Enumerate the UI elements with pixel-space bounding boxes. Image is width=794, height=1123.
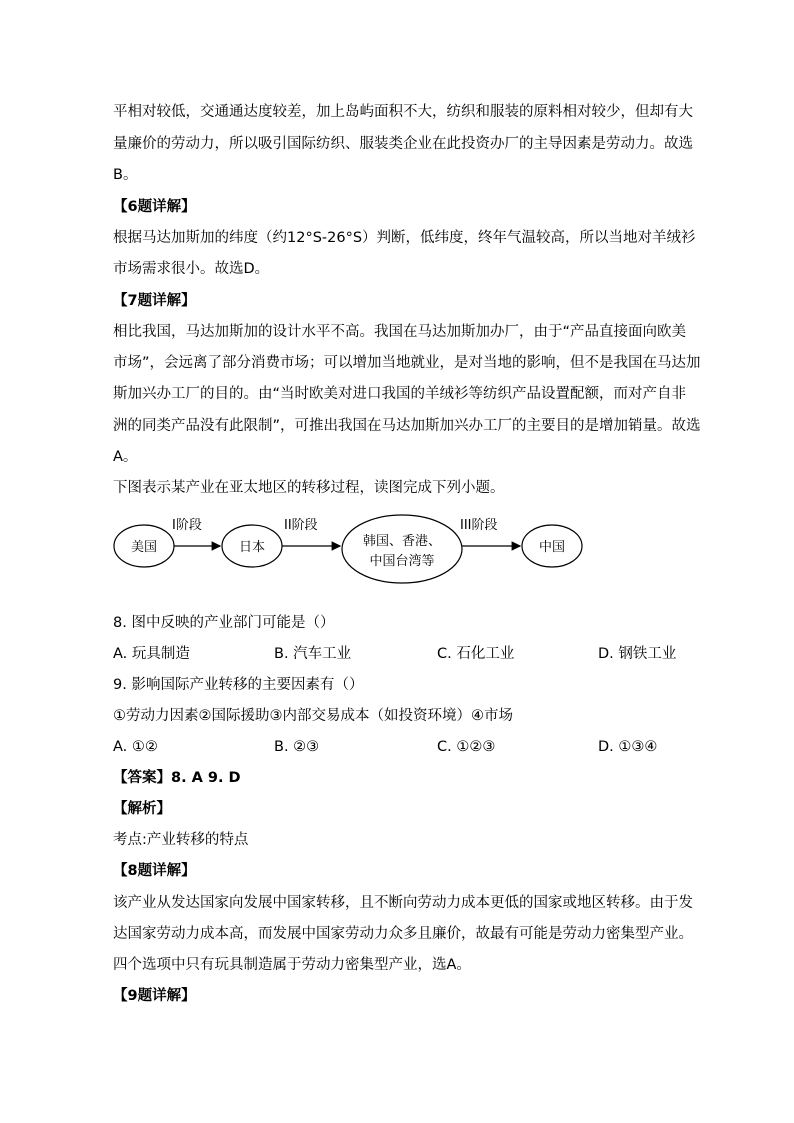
answer-line: 【答案】8. A 9. D xyxy=(113,770,241,786)
node-korea-hk-tw-label-1: 韩国、香港、 xyxy=(362,534,442,549)
q8-option-d: D. 钢铁工业 xyxy=(598,646,677,662)
q7-heading: 【7题详解】 xyxy=(113,293,196,309)
node-korea-hk-tw xyxy=(342,515,462,583)
q6-heading: 【6题详解】 xyxy=(113,199,196,215)
node-japan-label: 日本 xyxy=(238,540,266,555)
q9-option-c: C. ①②③ xyxy=(437,739,496,755)
q8-stem: 8. 图中反映的产业部门可能是（） xyxy=(113,615,335,631)
industry-transfer-diagram xyxy=(100,505,600,600)
paragraph-line: 量廉价的劳动力，所以吸引国际纺织、服装类企业在此投资办厂的主导因素是劳动力。故选 xyxy=(113,136,693,152)
paragraph-line: B。 xyxy=(113,167,138,183)
q8-detail-line: 达国家劳动力成本高，而发展中国家劳动力众多且廉价，故最有可能是劳动力密集型产业。 xyxy=(113,926,693,942)
stage-1-label: I阶段 xyxy=(172,518,202,533)
node-china-label: 中国 xyxy=(538,540,566,555)
paragraph-line: 市场”，会远离了部分消费市场；可以增加当地就业，是对当地的影响，但不是我国在马达加 xyxy=(113,355,701,371)
node-korea-hk-tw-label-2: 中国台湾等 xyxy=(369,554,435,569)
q9-option-a: A. ①② xyxy=(113,739,158,755)
q8-detail-heading: 【8题详解】 xyxy=(113,863,196,879)
diagram-intro: 下图表示某产业在亚太地区的转移过程，读图完成下列小题。 xyxy=(113,480,505,496)
q8-option-c: C. 石化工业 xyxy=(437,646,515,662)
paragraph-line: 根据马达加斯加的纬度（约12°S-26°S）判断，低纬度，终年气温较高，所以当地对羊绒衫 xyxy=(113,230,696,246)
stage-2-label: II阶段 xyxy=(284,518,318,533)
paragraph-line: 斯加兴办工厂的目的。由“当时欧美对进口我国的羊绒衫等纺织产品设置配额，而对产自非 xyxy=(113,386,687,402)
q8-detail-line: 四个选项中只有玩具制造属于劳动力密集型产业，选A。 xyxy=(113,957,471,973)
q9-option-b: B. ②③ xyxy=(274,739,320,755)
q9-factors: ①劳动力因素②国际援助③内部交易成本（如投资环境）④市场 xyxy=(113,708,513,724)
paragraph-line: 市场需求很小。故选D。 xyxy=(113,261,270,277)
q9-detail-heading: 【9题详解】 xyxy=(113,988,196,1004)
paragraph-line: 相比我国，马达加斯加的设计水平不高。我国在马达加斯加办厂，由于“产品直接面向欧美 xyxy=(113,324,687,340)
q8-option-a: A. 玩具制造 xyxy=(113,646,190,662)
stage-3-label: III阶段 xyxy=(460,518,498,533)
q9-stem: 9. 影响国际产业转移的主要因素有（） xyxy=(113,677,364,693)
topic-line: 考点:产业转移的特点 xyxy=(113,832,249,848)
q8-detail-line: 该产业从发达国家向发展中国家转移，且不断向劳动力成本更低的国家或地区转移。由于发 xyxy=(113,895,693,911)
q8-option-b: B. 汽车工业 xyxy=(274,646,352,662)
paragraph-line: 平相对较低，交通通达度较差，加上岛屿面积不大，纺织和服装的原料相对较少，但却有大 xyxy=(113,104,693,120)
analysis-heading: 【解析】 xyxy=(113,801,171,817)
paragraph-line: A。 xyxy=(113,449,138,465)
node-usa-label: 美国 xyxy=(130,540,158,555)
q9-option-d: D. ①③④ xyxy=(598,739,658,755)
paragraph-line: 洲的同类产品没有此限制”，可推出我国在马达加斯加兴办工厂的主要目的是增加销量。故选 xyxy=(113,418,701,434)
